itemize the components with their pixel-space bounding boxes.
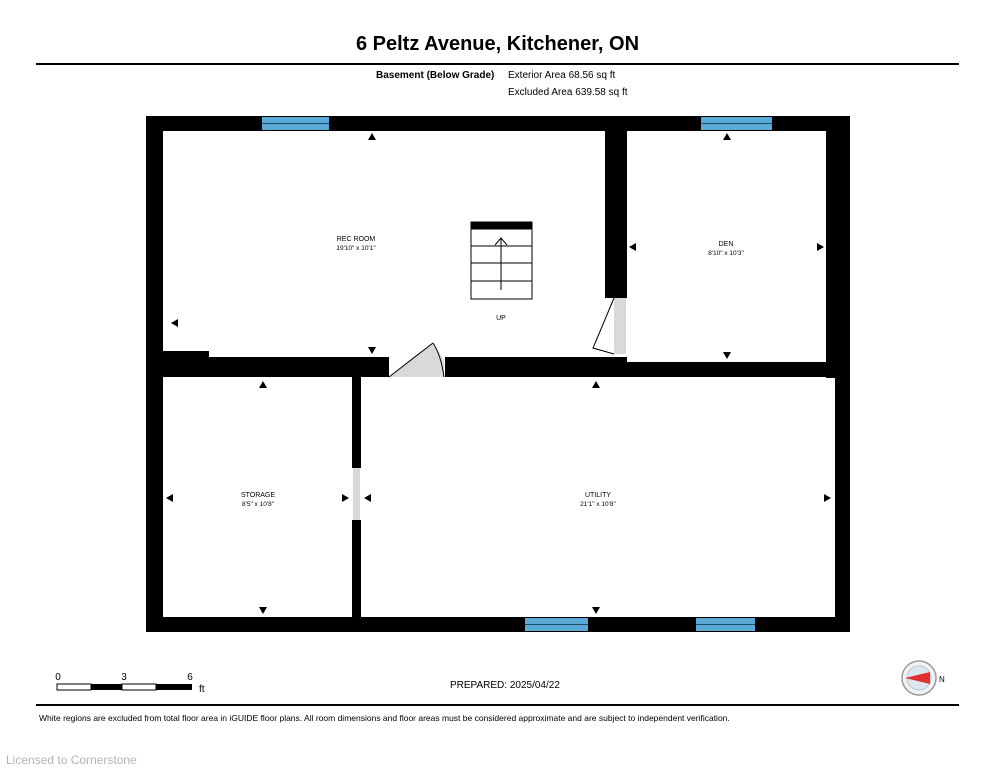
- exterior-area: Exterior Area 68.56 sq ft: [508, 70, 616, 81]
- outer-wall-right: [826, 116, 850, 378]
- scale-label-3: 3: [121, 672, 127, 683]
- wall-middle-nub: [163, 351, 209, 359]
- bottom-rule: [36, 704, 959, 706]
- wall-storage-utility-top: [352, 377, 361, 468]
- wall-rec-den: [605, 116, 627, 298]
- stairs: [471, 222, 532, 299]
- storage-dims: 8'5" x 10'8": [241, 501, 275, 508]
- den-name: DEN: [718, 241, 734, 248]
- utility-dims: 21'1" x 10'8": [580, 501, 616, 508]
- disclaimer: White regions are excluded from total floor area in iGUIDE floor plans. All room dimensions and floor areas must be considered approximate and are subject to independent verification.: [39, 713, 730, 723]
- page-title: 6 Peltz Avenue, Kitchener, ON: [355, 33, 640, 55]
- wall-middle-left: [146, 357, 389, 377]
- compass-label: N: [939, 675, 945, 684]
- scale-unit: ft: [199, 684, 205, 695]
- utility-name: UTILITY: [584, 492, 612, 499]
- floor-label: Basement (Below Grade): [376, 70, 495, 81]
- storage-name: STORAGE: [240, 492, 276, 499]
- scale-label-6: 6: [187, 672, 193, 683]
- wall-den-bottom: [615, 362, 850, 377]
- wall-storage-utility-bottom: [352, 520, 361, 617]
- door-opening-den: [614, 298, 626, 354]
- rec-room-name: REC ROOM: [336, 236, 376, 243]
- wall-middle-right: [445, 357, 627, 377]
- doors: [353, 298, 626, 520]
- excluded-area: Excluded Area 639.58 sq ft: [508, 87, 628, 98]
- stairs-label: UP: [496, 315, 506, 322]
- den-dims: 8'10" x 10'3": [708, 250, 744, 257]
- prepared-date: PREPARED: 2025/04/22: [450, 680, 560, 691]
- scale-label-0: 0: [55, 672, 61, 683]
- walls: [146, 116, 850, 632]
- door-opening-storage: [353, 468, 360, 520]
- outer-wall-right-lower: [835, 362, 850, 632]
- license-watermark: Licensed to Cornerstone: [6, 753, 137, 767]
- rec-room-dims: 19'10" x 10'1": [336, 245, 376, 252]
